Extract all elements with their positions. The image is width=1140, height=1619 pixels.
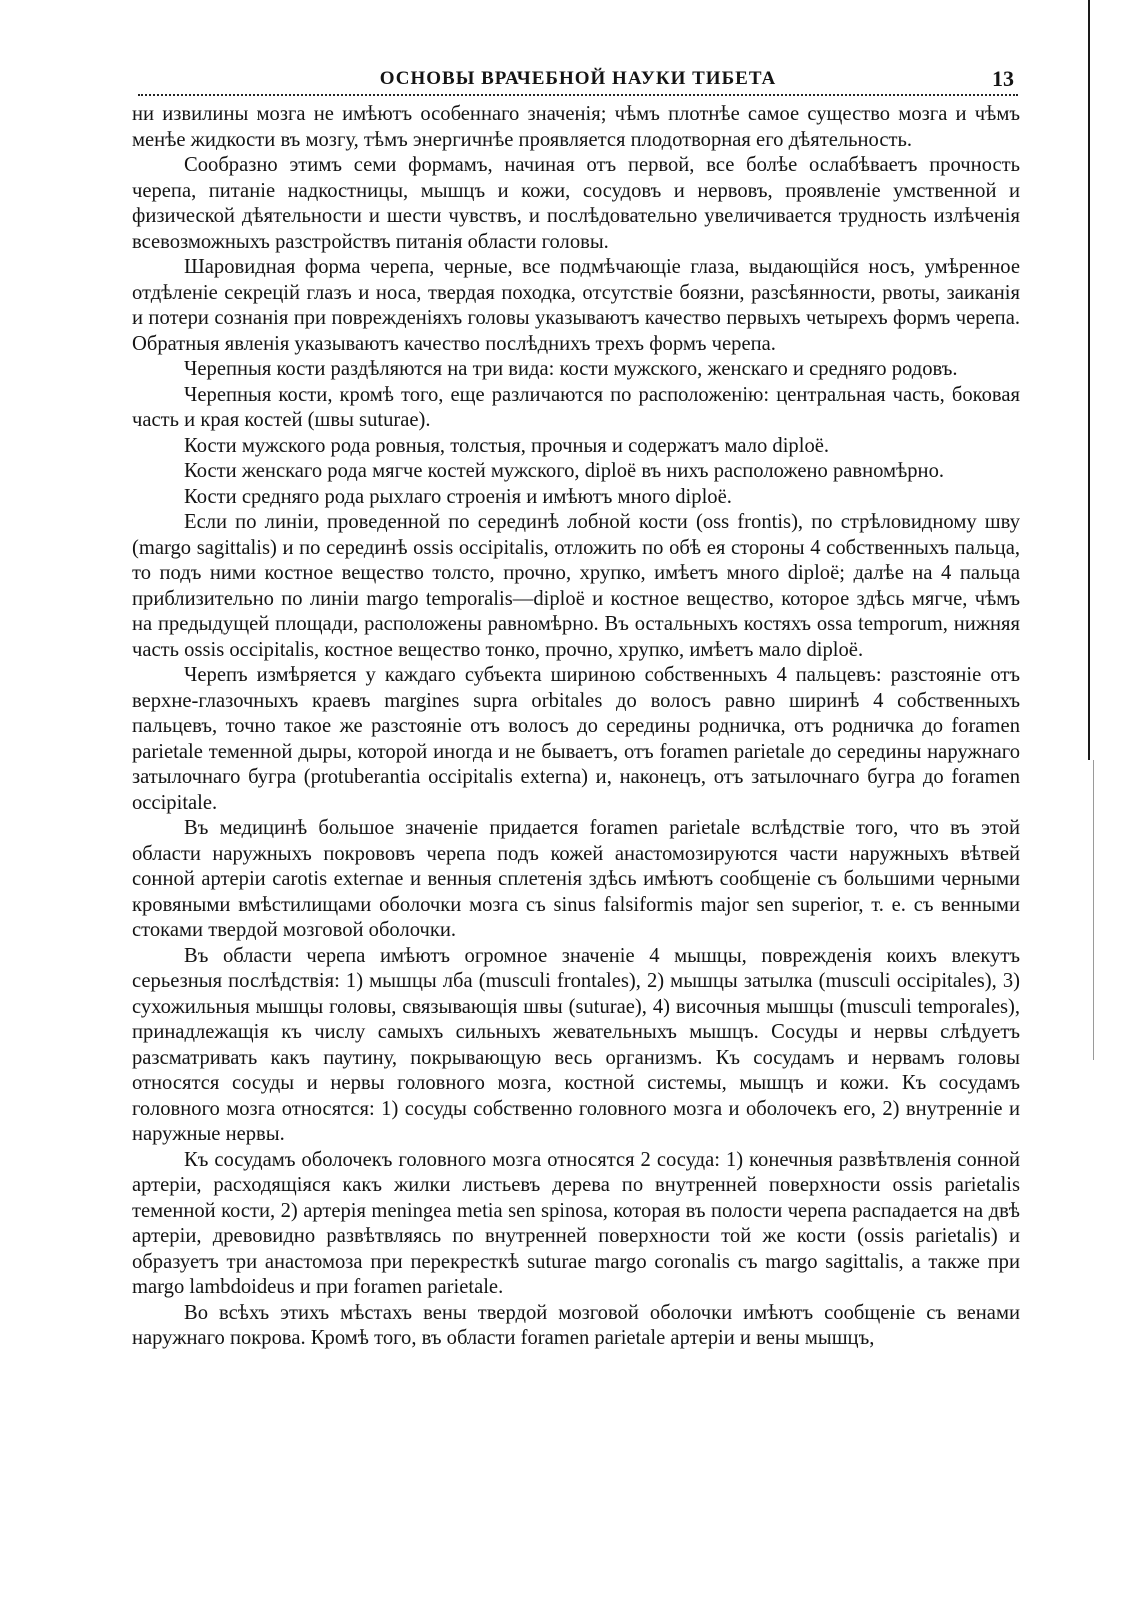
paragraph: Черепъ измѣряется у каждаго субъекта шириною собственныхъ 4 пальцевъ: разстояніе отъ верхне-глазочныхъ краевъ margines supra orbitales до волосъ равно ширинѣ 4 собственныхъ пальцевъ, точно такое же разстояніе отъ волосъ до середины родничка, отъ родничка до foramen parietale теменной дыры, которой иногда и не бываетъ, отъ foramen parietale до середины наружнаго затылочнаго бугра (protuberantia occipitalis externa) и, наконецъ, отъ затылочнаго бугра до foramen occipitale.: [132, 664, 1020, 814]
page-edge-line-faint: [1093, 760, 1094, 1060]
header-rule: [138, 94, 1018, 96]
paragraph: Шаровидная форма черепа, черные, все подмѣчающіе глаза, выдающійся носъ, умѣренное отдѣленіе секрецій глазъ и носа, твердая походка, отсутствіе боязни, разсѣянности, рвоты, заиканія и потери сознанія при поврежденіяхъ головы указываютъ качество первыхъ четырехъ формъ черепа. Обратныя явленія указываютъ качество послѣднихъ трехъ формъ черепа.: [132, 256, 1020, 355]
paragraph: Къ сосудамъ оболочекъ головного мозга относятся 2 сосуда: 1) конечныя развѣтвленія сонной артеріи, расходящіяся какъ жилки листьевъ дерева по внутренней поверхности ossis parietalis теменной кости, 2) артерія meningea metia sen spinosa, которая въ полости черепа распадается на двѣ артеріи, древовидно развѣтвляясь по внутренней поверхности той же кости (ossis parietalis) и образуетъ три анастомоза при перекресткѣ suturae margo coronalis съ margo sagittalis, а также при margo lambdoideus и при foramen parietale.: [132, 1148, 1020, 1298]
running-title: ОСНОВЫ ВРАЧЕБНОЙ НАУКИ ТИБЕТА: [379, 68, 777, 89]
paragraph: Въ области черепа имѣютъ огромное значеніе 4 мышцы, поврежденія коихъ влекутъ серьезныя послѣдствія: 1) мышцы лба (musculi frontales), 2) мышцы затылка (musculi occipitales), 3) сухожильныя мышцы головы, связывающія швы (suturae), 4) височныя мышцы (musculi temporales), принадлежащія къ числу самыхъ сильныхъ жевательныхъ мышцъ. Сосуды и нервы слѣдуетъ разсматривать какъ паутину, покрывающую весь организмъ. Къ сосудамъ и нервамъ головы относятся сосуды и нервы головного мозга, костной системы, мышцъ и кожи. Къ сосудамъ головного мозга относятся: 1) сосуды собственно головного мозга и оболочекъ его, 2) внутренніе и наружные нервы.: [132, 944, 1020, 1145]
paragraph: Черепныя кости, кромѣ того, еще различаются по расположенію: центральная часть, боковая часть и края костей (швы suturae).: [132, 383, 1020, 431]
body-text: [132, 102, 1020, 1352]
paragraph: Кости мужского рода ровныя, толстыя, прочныя и содержатъ мало diploë.: [184, 434, 830, 457]
paragraph: Сообразно этимъ семи формамъ, начиная отъ первой, все болѣе ослабѣваетъ прочность черепа, питаніе надкостницы, мышцъ и кожи, сосудовъ и нервовъ, проявленіе умственной и физической дѣятельности и шести чувствъ, и послѣдовательно увеличивается трудность излѣченія всевозможныхъ разстройствъ питанія области головы.: [132, 154, 1020, 253]
paragraph: Черепныя кости раздѣляются на три вида: кости мужского, женскаго и средняго родовъ.: [184, 358, 958, 380]
paragraph: Въ медицинѣ большое значеніе придается foramen parietale вслѣдствіе того, что въ этой области наружныхъ покрововъ черепа подъ кожей анастомозируются части наружныхъ вѣтвей сонной артеріи carotis externae и венныя сплетенія здѣсь имѣютъ сообщеніе съ большими черными кровяными вмѣстилищами оболочки мозга съ sinus falsiformis major sen superior, т. е. съ венными стоками твердой мозговой оболочки.: [132, 817, 1020, 941]
paragraph: Если по линіи, проведенной по серединѣ лобной кости (oss frontis), по стрѣловидному шву (margo sagittalis) и по серединѣ ossis occipitalis, отложить по обѣ ея стороны 4 собственныхъ пальца, то подъ ними костное вещество толсто, прочно, хрупко, имѣетъ много diploë; далѣе на 4 пальца приблизительно по линіи margo temporalis—diploë и костное вещество, которое здѣсь мягче, чѣмъ на предыдущей площади, расположены равномѣрно. Въ остальныхъ костяхъ ossa temporum, нижняя часть ossis occipitalis, костное вещество тонко, прочно, хрупко, имѣетъ мало diploë.: [132, 511, 1020, 661]
paragraph: Кости средняго рода рыхлаго строенія и имѣютъ много diploë.: [184, 485, 732, 508]
page-edge-line: [1088, 0, 1090, 760]
page-number: 13: [992, 66, 1014, 91]
paragraph-continued: ни извилины мозга не имѣютъ особеннаго значенія; чѣмъ плотнѣе самое существо мозга и чѣмъ менѣе жидкости въ мозгу, тѣмъ энергичнѣе проявляется плодотворная его дѣятельность.: [132, 103, 1020, 151]
paragraph: Кости женскаго рода мягче костей мужского, diploë въ нихъ расположено равномѣрно.: [184, 460, 945, 482]
running-header: [138, 68, 1018, 96]
paragraph: Во всѣхъ этихъ мѣстахъ вены твердой мозговой оболочки имѣютъ сообщеніе съ венами наружнаго покрова. Кромѣ того, въ области foramen parietale артеріи и вены мышцъ,: [132, 1301, 1020, 1349]
